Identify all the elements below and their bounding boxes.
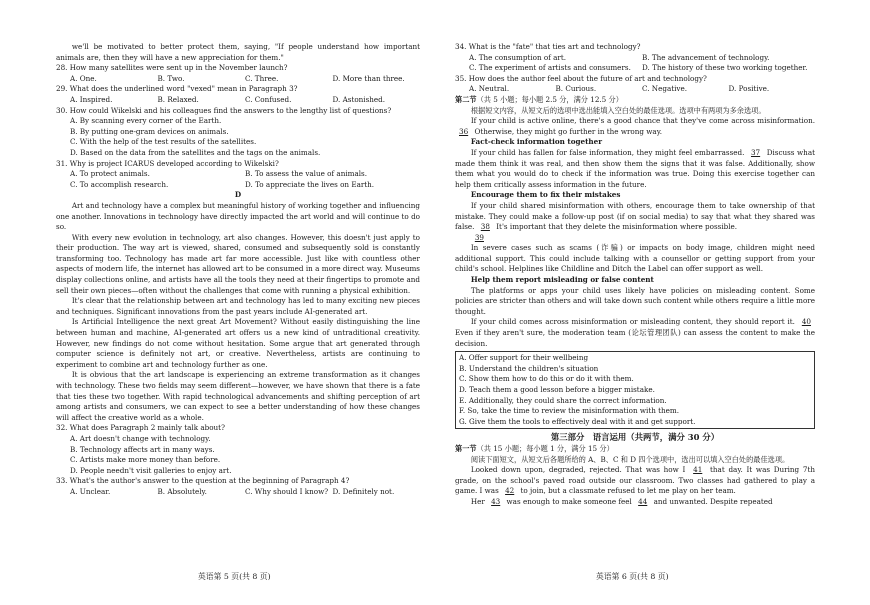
passage-paragraph: Is Artificial Intelligence the next great Art Movement? Without easily distinguishing the line between human and machine, AI-generated art offers us a new kind of untraditional creativity. However, new findings do not come without hesitation. Some argue that art generated through computer science is definitely not art, or creative. Nevertheless, artists are continuing to experiment to combine art and technology further as one. — [56, 317, 420, 369]
blank-40: 40 — [801, 317, 811, 327]
blank-39-line — [455, 233, 815, 244]
q33-options: A. Unclear. B. Absolutely. C. Why should I know? D. Definitely not. — [70, 486, 395, 496]
blank-36: 36 — [459, 126, 469, 136]
passage-letter: D — [234, 190, 242, 200]
q29-options: A. Inspired. B. Relaxed. C. Confused. D. Astonished. — [70, 94, 386, 104]
passage-paragraph: If your child has fallen for false information, they might feel embarrassed. 37 Discuss what made them think it was real, and then show them the signs that it was false. Additionally, show them what you would do to check if the information was true. Doing this exercise together can help them critically assess information in the future. — [455, 147, 815, 189]
choices-box — [455, 351, 815, 429]
passage-paragraph: The platforms or apps your child uses likely have policies on misleading content. Some policies are stricter than others and will take down such content while others require a little more thought. — [455, 285, 815, 316]
q31-options-cd: C. To accomplish research. D. To appreciate the lives on Earth. — [70, 179, 375, 189]
blank-39: 39 — [474, 232, 484, 242]
q30-option-b: B. By putting one-gram devices on animals. — [70, 126, 229, 136]
section-2-instructions: 根据短文内容，从短文后的选项中选出能填入空白处的最佳选项。选项中有两项为多余选项。 — [470, 105, 766, 115]
question-35: 35. How does the author feel about the future of art and technology? — [455, 73, 707, 83]
choice-b: B. Understand the children's situation — [459, 363, 599, 373]
passage-paragraph: It's clear that the relationship between art and technology has led to many exciting new pieces and techniques. Significant innovations from the past years include AI-generated art. — [56, 296, 420, 316]
q32-option-b: B. Technology affects art in many ways. — [70, 444, 215, 454]
choice-g: G. Give them the tools to effectively deal with it and get support. — [459, 416, 696, 426]
q30-option-d: D. Based on the data from the satellites and the tags on the animals. — [70, 147, 321, 157]
passage-paragraph: In severe cases such as scams (诈骗) or impacts on body image, children might need additional support. This could include talking with a counsellor or getting support from your child's school. Helplines like Childline and Ditch the Label can offer support as well. — [455, 243, 815, 274]
q34-options-ab: A. The consumption of art. B. The advancement of technology. — [469, 52, 770, 62]
section-2-heading: 第二节（共 5 小题；每小题 2.5 分，满分 12.5 分） — [455, 94, 623, 104]
question-30: 30. How could Wikelski and his colleagues find the answers to the lengthy list of questions? — [56, 105, 392, 115]
passage-paragraph: If your child is active online, there's a good chance that they've come across misinformation. 36 Otherwise, they might go further in the wrong way. — [455, 116, 815, 137]
blank-37: 37 — [750, 147, 761, 157]
section-1-heading: 第一节（共 15 小题；每小题 1 分，满分 15 分） — [455, 443, 614, 453]
question-33: 33. What's the author's answer to the question at the beginning of Paragraph 4? — [56, 476, 350, 486]
q35-options: A. Neutral. B. Curious. C. Negative. D. Positive. — [469, 84, 770, 94]
passage-paragraph: If your child shared misinformation with others, encourage them to take ownership of that mistake. They could make a follow-up post (if on social media) to say that what they shared was false. 38 It's important that they delete the misinformation where possible. — [455, 200, 815, 232]
left-column — [56, 42, 420, 498]
page-footer-right: 英语第 6 页(共 8 页) — [596, 572, 669, 581]
choice-e: E. Additionally, they could share the correct information. — [459, 395, 667, 405]
q28-options: A. One. B. Two. C. Three. D. More than three. — [70, 73, 405, 83]
section-1-instructions: 阅读下面短文，从短文后各题所给的 A、B、C 和 D 四个选项中，选出可以填入空白处的最佳选项。 — [470, 454, 790, 464]
right-column — [455, 42, 815, 508]
q30-option-c: C. With the help of the test results of the satellites. — [70, 137, 257, 147]
question-29: 29. What does the underlined word "vexed" mean in Paragraph 3? — [56, 84, 298, 94]
choice-f: F. So, take the time to review the misinformation with them. — [459, 406, 680, 416]
passage-paragraph: It is obvious that the art landscape is experiencing an extreme transformation as it changes with technology. These two fields may seem different—however, we have shown that there is a fate that ties these two together. With rapid technological advancements and shifting perception of art among artists and consumers, we can expect to see a better understanding of how these changes will affect the creative world as a whole. — [56, 370, 420, 422]
q32-option-c: C. Artists make more money than before. — [70, 455, 221, 465]
subheading: Fact-check information together — [470, 137, 602, 147]
blank-38: 38 — [480, 222, 490, 232]
passage-paragraph: If your child comes across misinformation or misleading content, they should report it. 40 Even if they aren't sure, the moderation team (论坛管理团队) can assess the content to make the decision. — [455, 317, 815, 348]
blank-41: 41 — [693, 465, 703, 475]
passage-paragraph: With every new evolution in technology, art also changes. However, this doesn't just apply to their production. The way art is viewed, shared, consumed and subsequently sold is constantly transforming too. Technology has made art far more accessible. Just like with countless other aspects of modern life, the internet has allowed art to be consumed in a more direct way. Museums display collections online, and artists have all the tools they need at their fingertips to promote and sell their own pieces—often without the challenges that come with running a physical exhibition. — [56, 232, 420, 295]
blank-43: 43 — [491, 496, 501, 506]
question-31: 31. Why is project ICARUS developed according to Wikelski? — [56, 158, 279, 168]
q32-option-a: A. Art doesn't change with technology. — [70, 433, 211, 443]
choice-a: A. Offer support for their wellbeing — [459, 353, 589, 363]
subheading: Help them report misleading or false content — [470, 275, 654, 285]
choice-d: D. Teach them a good lesson before a bigger mistake. — [459, 385, 655, 394]
q34-options-cd: C. The experiment of artists and consumers. D. The history of these two working together. — [469, 63, 808, 73]
page-footer-left: 英语第 5 页(共 8 页) — [198, 572, 271, 581]
cloze-paragraph: Looked down upon, degraded, rejected. That was how I 41 that day. It was During 7th grade, on the school's paved road outside our classroom. Two classes had gathered to play a game. I was 42 to join, but a classmate refused to let me play on her team. — [455, 465, 815, 496]
q30-option-a: A. By scanning every corner of the Earth. — [70, 116, 222, 126]
blank-44: 44 — [638, 496, 648, 506]
cloze-paragraph: Her 43 was enough to make someone feel 44 and unwanted. Despite repeated — [470, 496, 773, 506]
part-3-title: 第三部分 语言运用（共两节，满分 30 分） — [550, 432, 720, 443]
question-28: 28. How many satellites were sent up in the November launch? — [56, 63, 288, 73]
intro-text: we'll be motivated to better protect them, saying, "If people understand how important animals are, then they will have a new appreciation for them." — [56, 42, 420, 62]
passage-paragraph: Art and technology have a complex but meaningful history of working together and influencing one another. Innovations in technology have directly impacted the art world and will continue to do so. — [56, 200, 420, 232]
q32-option-d: D. People needn't visit galleries to enjoy art. — [70, 465, 232, 475]
question-34: 34. What is the "fate" that ties art and technology? — [455, 42, 641, 51]
q31-options-ab: A. To protect animals. B. To assess the value of animals. — [70, 169, 368, 179]
blank-42: 42 — [505, 486, 515, 496]
choice-c: C. Show them how to do this or do it with them. — [459, 374, 634, 384]
question-32: 32. What does Paragraph 2 mainly talk about? — [56, 423, 225, 433]
subheading: Encourage them to fix their mistakes — [470, 190, 621, 200]
